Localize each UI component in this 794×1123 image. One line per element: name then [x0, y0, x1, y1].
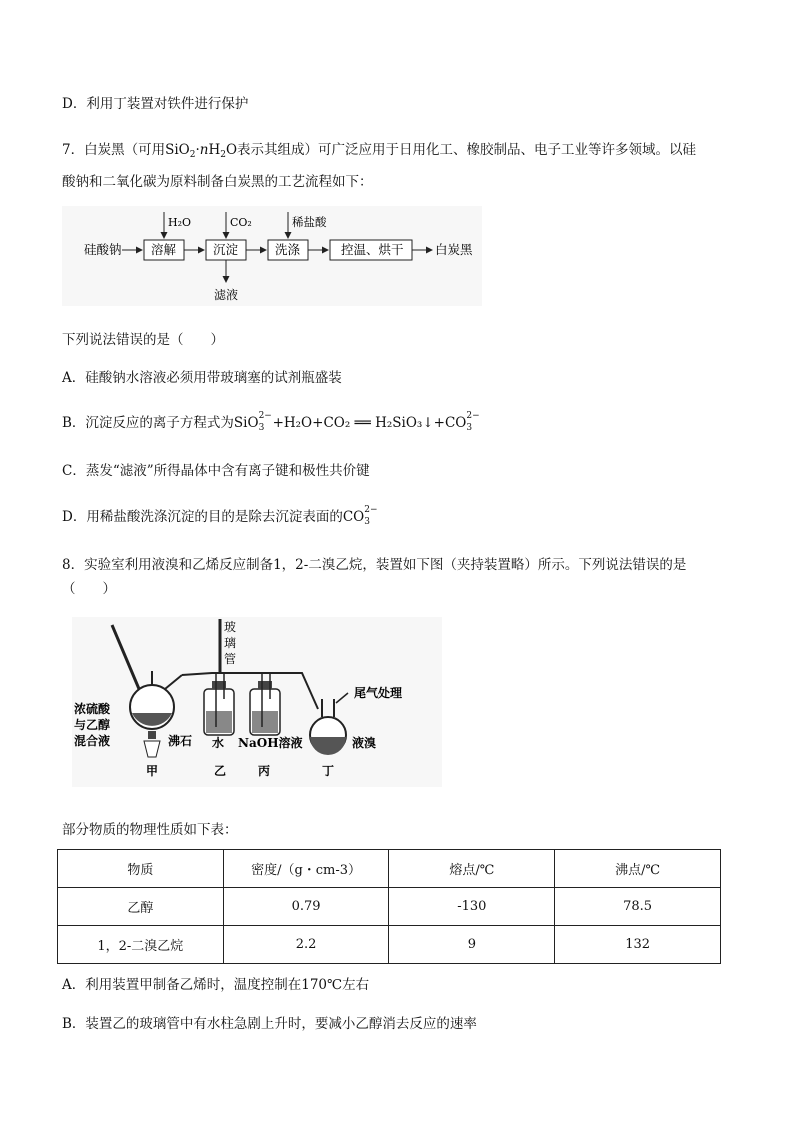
cell-melting-point: -130 — [389, 888, 555, 926]
q8-paren: （ ） — [62, 581, 116, 597]
label-yi: 乙 — [214, 764, 227, 778]
q7-stem-line2: 酸钠和二氧化碳为原料制备白炭黑的工艺流程如下： — [62, 174, 373, 190]
table-header-row — [58, 850, 721, 888]
cell-density: 2.2 — [223, 926, 389, 964]
header-boiling-point: 沸点/℃ — [555, 850, 721, 888]
flow-input-water: H₂O — [168, 216, 192, 229]
table-row — [58, 926, 721, 964]
q7-option-d: D．用稀盐酸洗涤沉淀的目的是除去沉淀表面的CO 2− 3 — [62, 504, 378, 527]
label-water: 水 — [212, 736, 225, 750]
cell-melting-point: 9 — [389, 926, 555, 964]
header-substance: 物质 — [58, 850, 224, 888]
label-liquid-bromine: 液溴 — [352, 736, 377, 750]
apparatus-diagram — [72, 617, 442, 787]
q7-option-c: C．蒸发“滤液”所得晶体中含有离子键和极性共价键 — [62, 463, 370, 479]
cell-density: 0.79 — [223, 888, 389, 926]
label-tube-char1: 玻 — [224, 620, 237, 634]
label-mix-1: 浓硫酸 — [74, 702, 111, 716]
flow-input-co2: CO₂ — [230, 216, 252, 229]
cell-substance: 乙醇 — [58, 888, 224, 926]
process-flow-diagram — [62, 206, 482, 306]
label-tube-char2: 璃 — [224, 636, 237, 650]
q7-option-a: A．硅酸钠水溶液必须用带玻璃塞的试剂瓶盛装 — [62, 370, 342, 386]
properties-table — [57, 849, 721, 964]
flow-box-precipitate-label: 沉淀 — [213, 242, 239, 257]
table-row — [58, 888, 721, 926]
cell-substance: 1，2-二溴乙烷 — [58, 926, 224, 964]
flow-box-dry-label: 控温、烘干 — [341, 242, 404, 257]
label-tube-char3: 管 — [224, 652, 237, 666]
label-mix-2: 与乙醇 — [74, 718, 111, 732]
q8-option-a: A．利用装置甲制备乙烯时，温度控制在170℃左右 — [62, 977, 370, 993]
label-naoh: NaOH溶液 — [238, 736, 303, 750]
cell-boiling-point: 132 — [555, 926, 721, 964]
flow-input-hcl: 稀盐酸 — [292, 215, 327, 229]
flow-end: 白炭黑 — [435, 242, 473, 257]
label-mix-3: 混合液 — [74, 734, 111, 748]
q7-option-b: B．沉淀反应的离子方程式为SiO 2− 3 +H₂O+CO₂ ══ H₂SiO₃↓+CO 2− 3 — [62, 410, 480, 433]
header-density: 密度/（g・cm-3） — [223, 850, 389, 888]
q8-table-intro: 部分物质的物理性质如下表： — [62, 822, 238, 838]
q6-option-d: D．利用丁装置对铁件进行保护 — [62, 96, 249, 112]
label-jia: 甲 — [146, 764, 159, 778]
flow-start: 硅酸钠 — [84, 242, 122, 257]
label-ding: 丁 — [322, 764, 335, 778]
q8-option-b: B．装置乙的玻璃管中有水柱急剧上升时，要减小乙醇消去反应的速率 — [62, 1016, 477, 1032]
header-melting-point: 熔点/℃ — [389, 850, 555, 888]
label-bing: 丙 — [258, 764, 271, 778]
flow-box-wash-label: 洗涤 — [275, 242, 301, 257]
q7-question: 下列说法错误的是（ ） — [62, 332, 224, 348]
q8-stem: 8．实验室利用液溴和乙烯反应制备1，2-二溴乙烷，装置如下图（夹持装置略）所示。下列说法错误的是 — [62, 557, 687, 573]
cell-boiling-point: 78.5 — [555, 888, 721, 926]
flow-box-dissolve-label: 溶解 — [151, 242, 177, 257]
flow-output-filtrate: 滤液 — [214, 288, 239, 302]
label-tail-gas: 尾气处理 — [354, 686, 403, 700]
q7-stem: 7．白炭黑（可用$SiO_2\cdot nH_2O$表示其组成）可广泛应用于日用化工、橡胶制品、电子工业等许多领域。以硅 — [62, 142, 697, 160]
label-boiling-chips: 沸石 — [168, 734, 193, 748]
